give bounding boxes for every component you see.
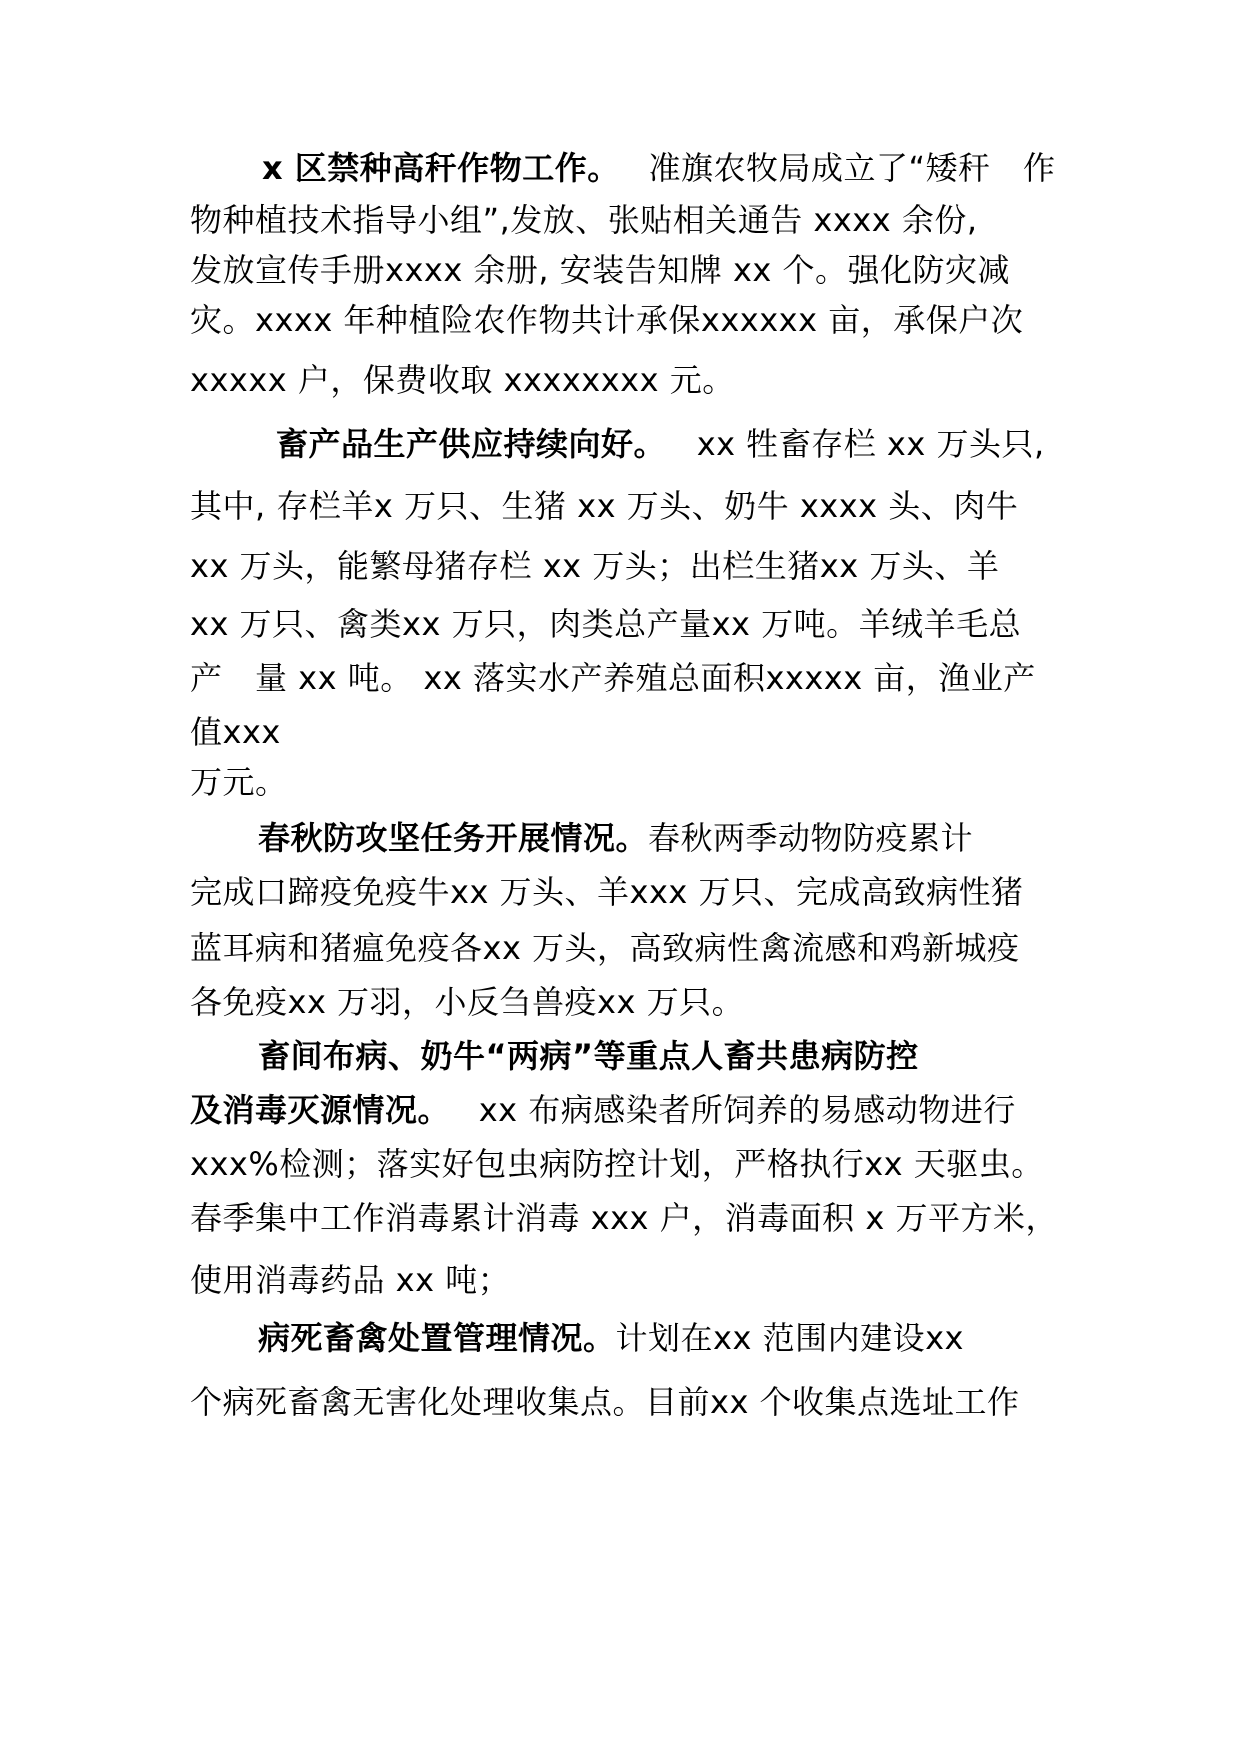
paragraph-2-line-2: 其中, 存栏羊x 万只、生猪 xx 万头、奶牛 xxxx 头、肉牛: [190, 487, 1019, 525]
paragraph-2-heading: 畜产品生产供应持续向好。: [276, 425, 667, 463]
paragraph-1-heading: x 区禁种高秆作物工作。: [262, 149, 620, 187]
paragraph-2-line-1: [276, 424, 1045, 464]
paragraph-2-line-6: 值xxx: [190, 713, 281, 751]
paragraph-5-line-1: [258, 1318, 964, 1358]
paragraph-3-text: 春秋两季动物防疫累计: [648, 819, 974, 857]
paragraph-1-line-5: xxxxx 户，保费收取 xxxxxxxx 元。: [190, 361, 735, 399]
paragraph-1-text: 准旗农牧局成立了“矮秆 作: [648, 149, 1056, 187]
paragraph-2-line-3: xx 万头，能繁母猪存栏 xx 万头；出栏生猪xx 万头、羊: [190, 547, 1000, 585]
paragraph-4-line-3: xxx%检测；落实好包虫病防控计划，严格执行xx 天驱虫。: [190, 1145, 1044, 1183]
paragraph-3-line-3: 蓝耳病和猪瘟免疫各xx 万头，高致病性禽流感和鸡新城疫: [190, 929, 1020, 967]
paragraph-4-heading-line-2: 及消毒灭源情况。: [190, 1091, 451, 1129]
paragraph-3-line-2: 完成口蹄疫免疫牛xx 万头、羊xxx 万只、完成高致病性猪: [190, 873, 1024, 911]
paragraph-4-line-2: [190, 1090, 1016, 1130]
paragraph-2-line-5: 产 量 xx 吨。 xx 落实水产养殖总面积xxxxx 亩，渔业产: [190, 659, 1036, 697]
paragraph-4-line-4: 春季集中工作消毒累计消毒 xxx 户，消毒面积 x 万平方米，: [190, 1199, 1058, 1237]
paragraph-1-line-4: 灾。xxxx 年种植险农作物共计承保xxxxxx 亩，承保户次: [190, 301, 1024, 339]
paragraph-2-line-7: 万元。: [190, 763, 288, 801]
paragraph-4-line-5: 使用消毒药品 xx 吨；: [190, 1261, 511, 1299]
paragraph-3-heading: 春秋防攻坚任务开展情况。: [258, 819, 649, 857]
paragraph-4-text: xx 布病感染者所饲养的易感动物进行: [478, 1091, 1016, 1129]
paragraph-1-line-1: [262, 148, 1056, 188]
paragraph-3-line-4: 各免疫xx 万羽，小反刍兽疫xx 万只。: [190, 983, 745, 1021]
paragraph-5-text: 计划在xx 范围内建设xx: [615, 1319, 964, 1357]
paragraph-1-line-2: 物种植技术指导小组”,发放、张贴相关通告 xxxx 余份,: [190, 201, 978, 239]
paragraph-4-heading: 畜间布病、奶牛“两病”等重点人畜共患病防控: [258, 1037, 919, 1075]
paragraph-1-line-3: 发放宣传手册xxxx 余册, 安装告知牌 xx 个。强化防灾减: [190, 251, 1010, 289]
paragraph-2-text: xx 牲畜存栏 xx 万头只,: [696, 425, 1045, 463]
paragraph-2-line-4: xx 万只、禽类xx 万只，肉类总产量xx 万吨。羊绒羊毛总: [190, 605, 1022, 643]
paragraph-5-heading: 病死畜禽处置管理情况。: [258, 1319, 616, 1357]
paragraph-3-line-1: [258, 818, 973, 858]
paragraph-5-line-2: 个病死畜禽无害化处理收集点。目前xx 个收集点选址工作: [190, 1383, 1020, 1421]
